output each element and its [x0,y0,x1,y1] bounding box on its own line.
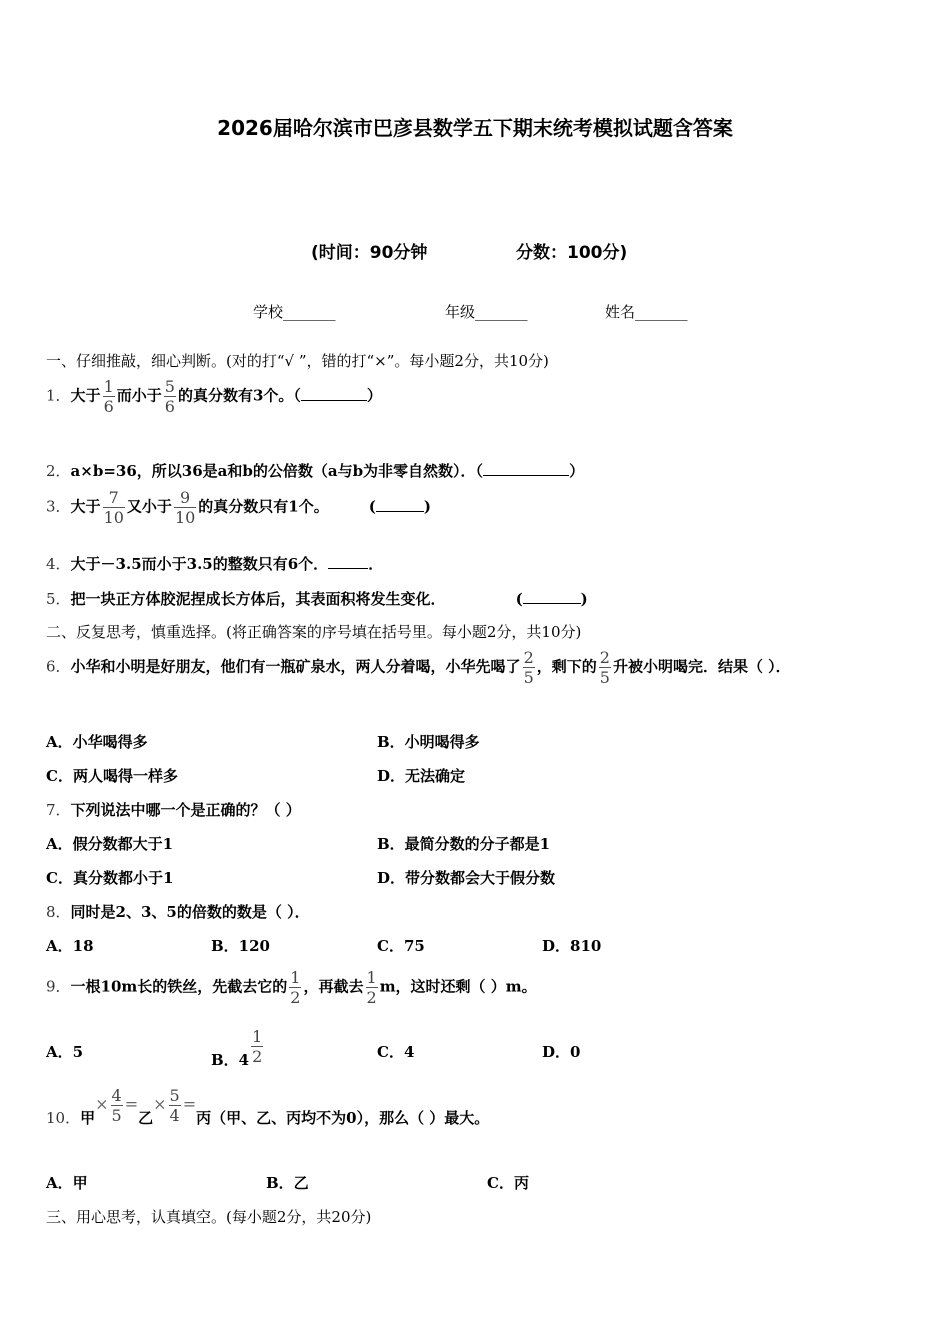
answer-blank[interactable] [301,388,367,401]
option-b[interactable]: B．120 [211,937,270,955]
question-text: 同时是2、3、5的倍数的数是（ ）． [70,903,310,921]
question-text: ) [423,497,431,516]
question-text: 的真分数有3个。（ [177,386,301,405]
question-text: ） [366,386,382,405]
question-text: 大于 [70,386,101,405]
question-number: 6． [46,657,71,676]
fraction: $\frac{1}{2}$ [252,1027,263,1066]
option-c[interactable]: C．丙 [487,1174,529,1192]
option-d[interactable]: D．0 [542,1043,581,1061]
times-symbol: × [153,1094,167,1114]
option-b[interactable]: B．最简分数的分子都是1 [377,835,551,853]
question-10 [46,1086,489,1125]
question-8 [46,901,310,922]
name-field[interactable]: 姓名_______ [605,303,688,321]
option-b[interactable]: B．4 $\frac{1}{2}$ [211,1027,263,1069]
question-text: 甲 [80,1108,96,1127]
question-number: 7． [46,801,71,819]
option-a[interactable]: A．假分数都大于1 [46,835,174,853]
fraction: $\frac{1}{6}$ [103,377,114,416]
question-2 [46,460,584,481]
question-text: 下列说法中哪一个是正确的？（ ） [70,801,301,819]
question-text: ） [569,462,585,480]
question-text: ) [580,590,588,608]
fraction: $\frac{4}{5}$ [111,1086,122,1125]
option-d[interactable]: D．无法确定 [377,767,466,785]
question-text: ( [368,497,376,516]
question-4 [46,553,383,574]
option-b[interactable]: B．小明喝得多 [377,733,480,751]
fraction: $\frac{2}{5}$ [599,648,610,687]
question-text: 大于 [70,497,101,516]
question-text: ( [515,590,523,608]
question-text: a×b=36，所以36是a和b的公倍数（a与b为非零自然数）．（ [70,462,484,480]
question-6 [46,648,791,687]
question-number: 8． [46,903,71,921]
question-text: 乙 [138,1108,154,1127]
question-text: 一根10m长的铁丝，先截去它的 [70,977,288,996]
fraction: $\frac{5}{6}$ [164,377,175,416]
question-7 [46,799,301,820]
fraction: $\frac{2}{5}$ [523,648,534,687]
question-1 [46,377,382,416]
times-symbol: × [95,1094,109,1114]
option-c[interactable]: C．真分数都小于1 [46,869,174,887]
fraction: $\frac{9}{10}$ [174,488,196,527]
option-c[interactable]: C．75 [377,937,425,955]
question-5 [46,588,588,609]
option-a[interactable]: A．5 [46,1043,84,1061]
question-text: 而小于 [116,386,162,405]
question-text: ． [368,555,384,573]
question-number: 1． [46,386,71,405]
question-text: 升被小明喝完．结果（ ）． [612,657,791,676]
section-1-heading: 一、仔细推敲，细心判断。(对的打“√ ”，错的打“×”。每小题2分，共10分) [46,352,549,370]
option-c[interactable]: C．两人喝得一样多 [46,767,178,785]
question-text: ，再截去 [303,977,364,996]
equals-symbol: = [182,1094,197,1114]
question-number: 9． [46,977,71,996]
section-3-heading: 三、用心思考，认真填空。(每小题2分，共20分) [46,1208,372,1226]
question-text: 小华和小明是好朋友，他们有一瓶矿泉水，两人分着喝，小华先喝了 [70,657,521,676]
exam-score: 分数：100分) [516,243,628,263]
question-number: 5． [46,590,71,608]
question-text: 的真分数只有1个。 [198,497,329,516]
question-text: 又小于 [126,497,172,516]
question-number: 2． [46,462,71,480]
option-d[interactable]: D．带分数都会大于假分数 [377,869,556,887]
fraction: $\frac{7}{10}$ [103,488,124,527]
equals-symbol: = [124,1094,139,1114]
question-text: ，剩下的 [536,657,597,676]
option-b[interactable]: B．乙 [266,1174,309,1192]
question-number: 3． [46,497,71,516]
fraction: $\frac{5}{4}$ [169,1086,180,1125]
question-9 [46,968,537,1007]
question-number: 4． [46,555,71,573]
option-c[interactable]: C．4 [377,1043,415,1061]
option-d[interactable]: D．810 [542,937,602,955]
question-number: 10． [46,1108,81,1127]
question-text: 丙（甲、乙、丙均不为0），那么（ ）最大。 [196,1108,490,1127]
option-a[interactable]: A．甲 [46,1174,88,1192]
fraction: $\frac{1}{2}$ [290,968,301,1007]
grade-field[interactable]: 年级_______ [445,303,528,321]
answer-blank[interactable] [523,591,581,604]
fraction: $\frac{1}{2}$ [366,968,377,1007]
school-field[interactable]: 学校_______ [253,303,336,321]
exam-time: (时间：90分钟 [311,243,428,263]
answer-blank[interactable] [376,499,424,512]
answer-blank[interactable] [328,556,368,569]
question-3 [46,488,431,527]
answer-blank[interactable] [483,463,569,476]
section-2-heading: 二、反复思考，慎重选择。(将正确答案的序号填在括号里。每小题2分，共10分) [46,623,582,641]
option-a[interactable]: A．小华喝得多 [46,733,148,751]
question-text: m，这时还剩（ ）m。 [379,977,537,996]
question-text: 把一块正方体胶泥捏成长方体后，其表面积将发生变化． [70,590,446,608]
option-a[interactable]: A．18 [46,937,94,955]
page-title: 2026届哈尔滨市巴彦县数学五下期末统考模拟试题含答案 [217,116,733,140]
question-text: 大于－3.5而小于3.5的整数只有6个． [70,555,329,573]
